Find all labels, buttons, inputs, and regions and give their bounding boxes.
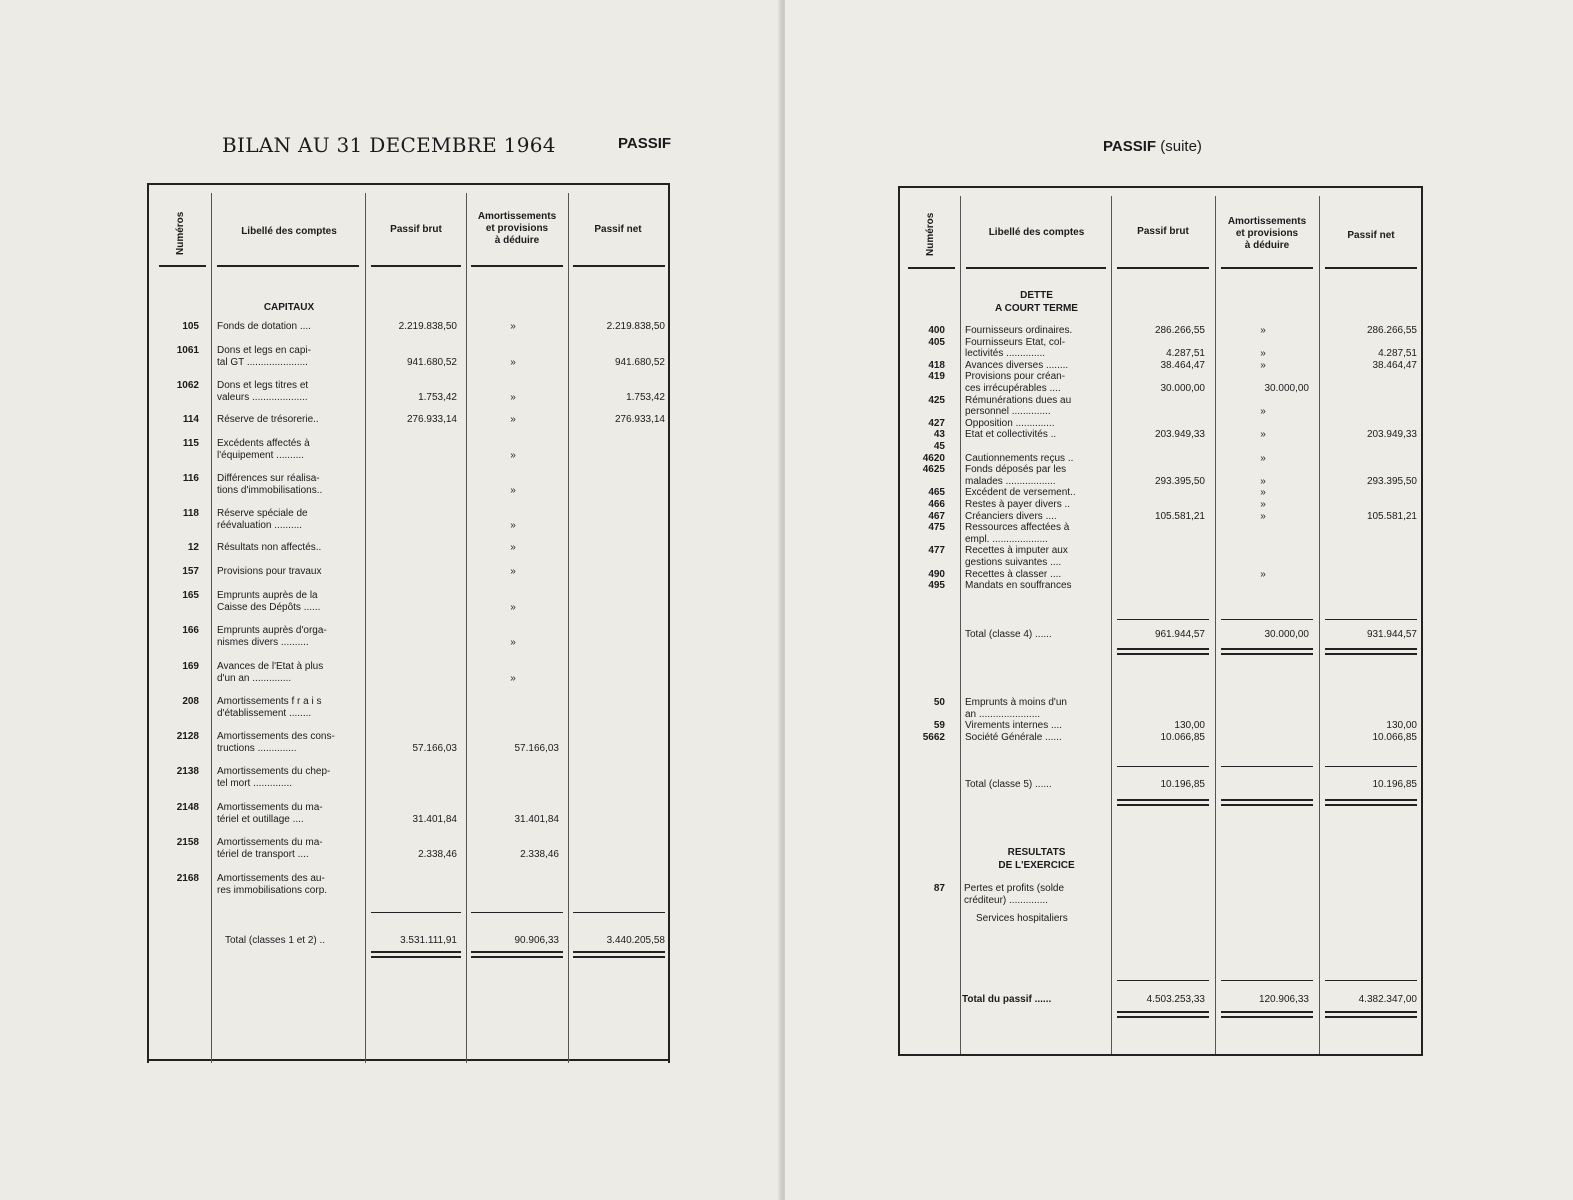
label-line: Amortissements du chep-: [217, 766, 331, 777]
amortissements: »: [1260, 487, 1266, 499]
account-label: Rémunérations dues au: [965, 394, 1072, 406]
passif-brut: 286.266,55: [1154, 325, 1205, 336]
account-number: 2168: [176, 873, 199, 884]
left-page: [0, 0, 782, 1200]
amortissements: »: [510, 637, 516, 648]
passif-net: 286.266,55: [1366, 325, 1417, 336]
passif-brut: 293.395,50: [1154, 475, 1205, 487]
label-line: nismes divers ..........: [217, 637, 309, 648]
account-label: Provisions pour créan-: [965, 371, 1066, 383]
label-line: Dons et legs en capi-: [217, 345, 311, 356]
amortissements: »: [1260, 568, 1266, 580]
account-number: 50: [933, 697, 945, 708]
column-divider: [1215, 196, 1216, 1054]
account-number: 118: [182, 508, 199, 519]
passif-net: 276.933,14: [614, 414, 665, 425]
total-amort: 90.906,33: [514, 935, 559, 946]
account-label: Recettes à classer ....: [965, 568, 1062, 580]
total-brut: 3.531.111,91: [400, 935, 457, 946]
passif-net: 4.287,51: [1378, 348, 1417, 360]
account-label: [217, 873, 359, 897]
header-amortissements: Amortissements et provisions à déduire: [1227, 216, 1307, 251]
label-line: réévaluation ..........: [217, 520, 303, 531]
account-label: empl. ....................: [965, 533, 1048, 545]
account-number: 165: [182, 590, 199, 601]
account-label: [217, 590, 359, 614]
account-label: [217, 566, 359, 578]
account-number: 157: [182, 566, 199, 577]
label-line: Fonds de dotation ....: [217, 321, 311, 332]
account-label: Fonds déposés par les: [965, 464, 1067, 476]
amortissements: »: [1260, 499, 1266, 510]
header-libelle: Libellé des comptes: [241, 226, 337, 237]
label-line: Emprunts auprès de la: [217, 590, 318, 601]
account-label: [217, 766, 359, 790]
page-title: BILAN AU 31 DECEMBRE 1964: [222, 133, 556, 157]
account-label: an ......................: [965, 708, 1041, 720]
account-label: Fournisseurs Etat, col-: [965, 336, 1066, 348]
account-number: 45: [933, 441, 945, 452]
amortissements: 2.338,46: [520, 849, 559, 860]
label-line: Amortissements du ma-: [217, 837, 323, 848]
account-number: 169: [182, 661, 199, 672]
account-label: [217, 802, 359, 826]
account-label: Ressources affectées à: [965, 522, 1070, 534]
label-line: tériel et outillage ....: [217, 814, 304, 825]
account-number: 115: [182, 438, 199, 449]
passif-brut: 203.949,33: [1154, 429, 1205, 441]
label-line: tions d'immobilisations..: [217, 485, 323, 496]
amortissements: 31.401,84: [514, 814, 559, 825]
passif-net: 1.753,42: [626, 392, 665, 403]
header-brut: Passif brut: [390, 224, 442, 235]
passif-net: 105.581,21: [1366, 510, 1417, 522]
header-net: Passif net: [594, 224, 642, 235]
label-line: valeurs ....................: [217, 392, 308, 403]
page-title-right: PASSIF (suite): [1103, 138, 1202, 155]
account-label: [217, 473, 359, 497]
account-label: [217, 731, 359, 755]
column-divider: [960, 196, 961, 1054]
account-label: [217, 696, 359, 720]
passif-brut: 57.166,03: [412, 743, 457, 754]
total-label: Total (classes 1 et 2) ..: [225, 935, 326, 946]
label-line: Dons et legs titres et: [217, 380, 309, 391]
header-net: Passif net: [1347, 230, 1395, 241]
account-label: Fournisseurs ordinaires.: [965, 325, 1073, 336]
section-dette-court-terme: DETTE A COURT TERME: [995, 290, 1078, 314]
account-label: gestions suivantes ....: [965, 557, 1062, 568]
account-number: 418: [928, 359, 945, 371]
passif-brut: 10.066,85: [1160, 731, 1205, 743]
account-number: 467: [928, 510, 945, 522]
account-label: Etat et collectivités ..: [965, 429, 1057, 441]
account-label: [217, 438, 359, 462]
passif-brut: 941.680,52: [406, 357, 457, 368]
account-number: 4620: [922, 452, 945, 464]
amortissements: 30.000,00: [1264, 383, 1309, 394]
total-net: 3.440.205,58: [606, 935, 665, 946]
passif-brut: 276.933,14: [406, 414, 457, 425]
amortissements: »: [510, 520, 516, 531]
account-number: 425: [928, 394, 945, 406]
label-line: Amortissements des au-: [217, 873, 325, 884]
amortissements: »: [510, 321, 516, 332]
passif-net: 941.680,52: [614, 357, 665, 368]
account-label: [217, 542, 359, 554]
account-label: malades ..................: [965, 475, 1056, 487]
account-label: [217, 414, 359, 426]
label-line: tal GT ......................: [217, 357, 308, 368]
label-line: d'établissement ........: [217, 708, 312, 719]
account-number: 427: [928, 417, 945, 429]
amortissements: »: [1260, 325, 1266, 336]
label-line: Excédents affectés à: [217, 438, 310, 449]
passif-brut: 130,00: [1174, 720, 1205, 732]
passif-brut: 2.338,46: [418, 849, 457, 860]
amortissements: »: [1260, 510, 1266, 522]
amortissements: »: [1260, 406, 1266, 418]
account-number: 105: [182, 321, 199, 332]
label-line: tel mort ..............: [217, 778, 293, 789]
passif-net: 203.949,33: [1366, 429, 1417, 441]
account-number: 2158: [176, 837, 199, 848]
column-divider: [1319, 196, 1320, 1054]
account-label: [217, 837, 359, 861]
account-number: 490: [928, 568, 945, 580]
amortissements: »: [510, 673, 516, 684]
account-label: Emprunts à moins d'un: [965, 697, 1067, 708]
right-page: [785, 0, 1573, 1200]
amortissements: »: [510, 450, 516, 461]
account-label: Recettes à imputer aux: [965, 545, 1068, 557]
section-capitaux: CAPITAUX: [263, 302, 315, 313]
account-label: lectivités ..............: [965, 348, 1046, 360]
account-number: 475: [928, 522, 945, 534]
label-line: l'équipement ..........: [217, 450, 304, 461]
amortissements: 57.166,03: [514, 743, 559, 754]
account-number: 419: [928, 371, 945, 383]
account-number: 495: [928, 580, 945, 592]
passif-net: 38.464,47: [1372, 359, 1417, 371]
label-line: Réserve spéciale de: [217, 508, 308, 519]
account-number: 116: [182, 473, 199, 484]
amortissements: »: [510, 542, 516, 553]
account-label: Cautionnements reçus ..: [965, 452, 1074, 464]
amortissements: »: [510, 602, 516, 613]
header-brut: Passif brut: [1137, 226, 1189, 237]
label-line: Amortissements du ma-: [217, 802, 323, 813]
account-number: 400: [928, 325, 945, 336]
account-label: Mandats en souffrances: [965, 580, 1072, 592]
account-number: 43: [933, 429, 945, 441]
header-numeros: Numéros: [175, 211, 186, 255]
amortissements: »: [1260, 475, 1266, 487]
account-number: 2128: [176, 731, 199, 742]
passif-table-left: [147, 183, 670, 1063]
amortissements: »: [1260, 348, 1266, 360]
passif-brut: 105.581,21: [1154, 510, 1205, 522]
label-line: tériel de transport ....: [217, 849, 309, 860]
account-label: [217, 321, 359, 333]
column-divider: [211, 193, 212, 1063]
account-number: 59: [933, 720, 945, 732]
header-numeros: Numéros: [925, 212, 936, 256]
account-number: 166: [182, 625, 199, 636]
column-divider: [365, 193, 366, 1063]
account-label: [217, 625, 359, 649]
header-libelle: Libellé des comptes: [988, 227, 1085, 238]
account-label: Créanciers divers ....: [965, 510, 1057, 522]
account-label: [217, 345, 359, 369]
passif-table-right: Numéros Libellé des comptes Passif brut Amortissements et provisions à déduire Passif net DETTE A COURT TERME 400 Fournisseurs ordinaires. 286.266,55 » 286.266,55 405 Fournisseurs Etat, col- lectivités .............. 4.287,51 » 4.287,51 418 Avances diverses ........ 38.464,47 » 38.464,47 419 Provisions pour créan- ces irrécupérables .... 30.000,00 30.000,00 425 Rémunérations dues au personnel .............. » 427 Opposition .............. 43 Etat et collectivités .. 203.949,33 » 203.949,33 45 4620 Cautionnements reçus .. » 4625 Fonds déposés par les malades .................. 293.395,50 » 293.395,50 465 Excédent de versement.. » 466 Restes à payer divers .. » 467 Créanciers divers .... 105.581,21 » 105.581,21 475 Ressources affectées à empl. .................... 477 Recettes à imputer aux gestions suivantes .... 490 Recettes à classer .... » 495 Mandats en souffrances Total (classe 4) ...... 961.944,57 30.000,00 931.944,57 50 Emprunts à moins d'un an ...................... 59 Virements internes .... 130,00 130,00 5662 Société Générale ...... 10.066,85 10.066,85 Total (classe 5) ...... 10.196,85 10.196,85 RESULTATS DE L'EXERCICE 87 Pertes et profits (solde créditeur) .............. Services hospitaliers Total du passif ...... 4.503.253,33 120.906,33 4.382.347,00: [898, 186, 1423, 1056]
account-number: 1062: [176, 380, 199, 391]
amortissements: »: [510, 414, 516, 425]
amortissements: »: [510, 392, 516, 403]
account-number: 465: [928, 487, 945, 499]
passif-brut: 4.287,51: [1166, 348, 1205, 360]
account-number: 4625: [922, 464, 945, 476]
account-number: 477: [928, 545, 945, 557]
passif-brut: 2.219.838,50: [398, 321, 457, 332]
passif-brut: 31.401,84: [412, 814, 457, 825]
label-line: Caisse des Dépôts ......: [217, 602, 321, 613]
passif-net: 130,00: [1386, 720, 1417, 732]
passif-brut: 30.000,00: [1160, 383, 1205, 394]
account-label: Restes à payer divers ..: [965, 499, 1071, 510]
account-label: Société Générale ......: [965, 731, 1062, 743]
account-label: [217, 380, 359, 404]
account-label: [217, 508, 359, 532]
page-tag: PASSIF: [618, 135, 672, 152]
amortissements: »: [510, 357, 516, 368]
label-line: tructions ..............: [217, 743, 297, 754]
account-number: 208: [182, 696, 199, 707]
account-number: 114: [182, 414, 199, 425]
account-label: [217, 661, 359, 685]
bleed-through-text: [140, 133, 146, 157]
amortissements: »: [1260, 359, 1266, 371]
label-line: Avances de l'Etat à plus: [217, 661, 324, 672]
amortissements: »: [1260, 429, 1266, 441]
label-line: Amortissements f r a i s: [217, 696, 322, 707]
passif-net: 10.066,85: [1372, 731, 1417, 743]
label-line: Provisions pour travaux: [217, 566, 322, 577]
account-number: 12: [187, 542, 199, 553]
account-number: 405: [928, 336, 945, 348]
amortissements: »: [1260, 452, 1266, 464]
account-label: personnel ..............: [965, 406, 1051, 418]
account-number: 5662: [922, 731, 945, 743]
label-line: res immobilisations corp.: [217, 885, 328, 896]
account-label: Opposition ..............: [965, 417, 1055, 429]
passif-net: 293.395,50: [1366, 475, 1417, 487]
account-number: 2148: [176, 802, 199, 813]
amortissements: »: [510, 485, 516, 496]
account-label: Excédent de versement..: [965, 487, 1076, 499]
account-label: Virements internes ....: [965, 720, 1063, 732]
passif-brut: 1.753,42: [418, 392, 457, 403]
passif-brut: 38.464,47: [1160, 359, 1205, 371]
header-amortissements: Amortissements et provisions à déduire: [477, 211, 557, 246]
account-label: Avances diverses ........: [965, 359, 1069, 371]
amortissements: »: [510, 566, 516, 577]
account-number: 466: [928, 499, 945, 510]
label-line: Amortissements des cons-: [217, 731, 335, 742]
account-number: 1061: [176, 345, 199, 356]
column-divider: [1111, 196, 1112, 1054]
section-resultats: RESULTATS DE L'EXERCICE: [998, 847, 1075, 871]
label-line: Réserve de trésorerie..: [217, 414, 319, 425]
label-line: Emprunts auprès d'orga-: [217, 625, 327, 636]
label-line: Différences sur réalisa-: [217, 473, 320, 484]
passif-net: 2.219.838,50: [606, 321, 665, 332]
label-line: d'un an ..............: [217, 673, 292, 684]
label-line: Résultats non affectés..: [217, 542, 322, 553]
account-label: ces irrécupérables ....: [965, 383, 1061, 394]
account-number: 2138: [176, 766, 199, 777]
